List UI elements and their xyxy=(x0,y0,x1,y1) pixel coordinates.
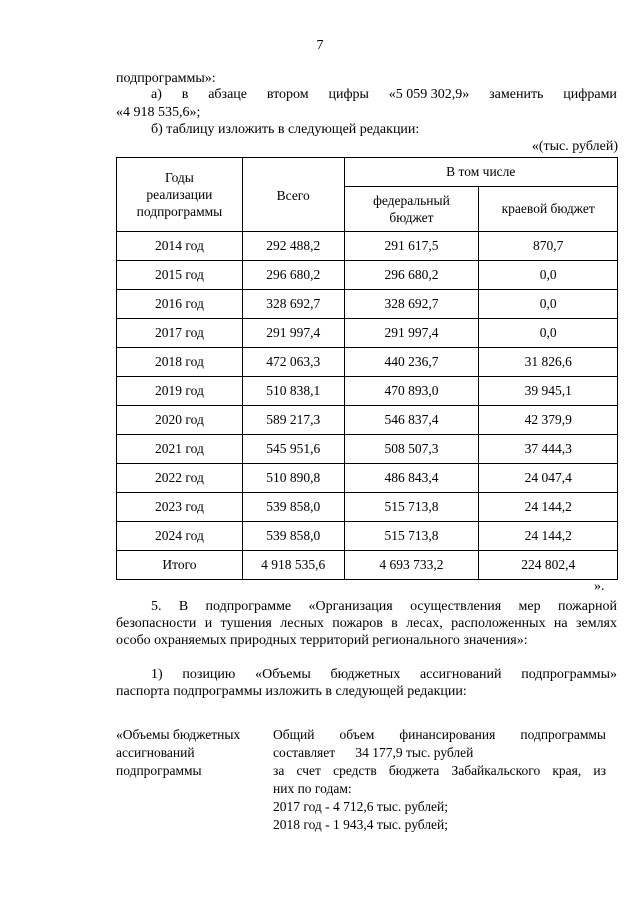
page-number: 7 xyxy=(316,38,324,53)
cell-federal: 546 837,4 xyxy=(344,406,479,435)
cell-year: Итого xyxy=(117,551,243,580)
position-text-line: 2018 год - 1 943,4 тыс. рублей; xyxy=(273,817,449,832)
total-row xyxy=(117,551,618,580)
cell-year: 2018 год xyxy=(117,348,243,377)
cell-year: 2021 год xyxy=(117,435,243,464)
position-text-line: Общий объем финансирования подпрограммы xyxy=(273,727,606,742)
cell-total: 589 217,3 xyxy=(242,406,344,435)
table-row xyxy=(117,261,618,290)
item-a-word: цифрами xyxy=(563,87,617,102)
cell-regional: 870,7 xyxy=(479,232,618,261)
cell-federal: 440 236,7 xyxy=(344,348,479,377)
cell-year: 2015 год xyxy=(117,261,243,290)
item1-line: паспорта подпрограммы изложить в следующей редакции: xyxy=(116,684,467,699)
table-row xyxy=(117,493,618,522)
position-text-line: за счет средств бюджета Забайкальского края, из xyxy=(273,763,606,778)
cell-regional: 37 444,3 xyxy=(479,435,618,464)
cell-total: 4 918 535,6 xyxy=(242,551,344,580)
cell-regional: 42 379,9 xyxy=(479,406,618,435)
item-a-word: абзаце xyxy=(208,87,247,102)
item-a-line xyxy=(151,86,617,103)
header-years: Годы реализации подпрограммы xyxy=(117,158,243,232)
cell-regional: 0,0 xyxy=(479,319,618,348)
item-a-word: заменить xyxy=(489,87,544,102)
section5-line: 5. В подпрограмме «Организация осуществления мер пожарной xyxy=(151,599,617,614)
table-row xyxy=(117,522,618,551)
cell-total: 472 063,3 xyxy=(242,348,344,377)
table-row xyxy=(117,290,618,319)
section5-line: особо охраняемых природных территорий регионального значения»: xyxy=(116,633,528,648)
cell-federal: 4 693 733,2 xyxy=(344,551,479,580)
header-total: Всего xyxy=(242,158,344,232)
cell-federal: 515 713,8 xyxy=(344,522,479,551)
table-row xyxy=(117,377,618,406)
item1-line: 1) позицию «Объемы бюджетных ассигнований подпрограммы» xyxy=(151,667,617,682)
header-including: В том числе xyxy=(344,158,617,187)
table-row xyxy=(117,435,618,464)
units-label: «(тыс. рублей) xyxy=(531,139,618,154)
position-text xyxy=(273,726,606,834)
cell-total: 328 692,7 xyxy=(242,290,344,319)
cell-federal: 328 692,7 xyxy=(344,290,479,319)
cell-year: 2016 год xyxy=(117,290,243,319)
cell-total: 539 858,0 xyxy=(242,493,344,522)
item-a-word: а) xyxy=(151,87,162,102)
cell-federal: 486 843,4 xyxy=(344,464,479,493)
cell-federal: 291 997,4 xyxy=(344,319,479,348)
cell-total: 292 488,2 xyxy=(242,232,344,261)
intro-line: подпрограммы»: xyxy=(116,71,216,86)
position-label: «Объемы бюджетных ассигнований подпрограммы xyxy=(116,727,241,778)
position-text-line: составляет 34 177,9 тыс. рублей xyxy=(273,745,474,760)
item-a-word: в xyxy=(181,87,189,102)
cell-regional: 24 144,2 xyxy=(479,493,618,522)
table-row xyxy=(117,232,618,261)
cell-regional: 31 826,6 xyxy=(479,348,618,377)
cell-regional: 24 144,2 xyxy=(479,522,618,551)
cell-year: 2020 год xyxy=(117,406,243,435)
cell-total: 510 838,1 xyxy=(242,377,344,406)
cell-total: 510 890,8 xyxy=(242,464,344,493)
cell-year: 2014 год xyxy=(117,232,243,261)
table-row xyxy=(117,319,618,348)
cell-federal: 291 617,5 xyxy=(344,232,479,261)
header-regional: краевой бюджет xyxy=(479,187,618,232)
position-text-line: них по годам: xyxy=(273,781,352,796)
cell-year: 2022 год xyxy=(117,464,243,493)
item-a-word: «5 059 302,9» xyxy=(388,87,470,102)
cell-federal: 296 680,2 xyxy=(344,261,479,290)
table-row xyxy=(117,406,618,435)
cell-federal: 515 713,8 xyxy=(344,493,479,522)
cell-regional: 0,0 xyxy=(479,261,618,290)
table-row xyxy=(117,348,618,377)
cell-federal: 508 507,3 xyxy=(344,435,479,464)
section5-line: безопасности и тушения лесных пожаров в лесах, расположенных на землях xyxy=(116,616,617,631)
cell-regional: 39 945,1 xyxy=(479,377,618,406)
cell-total: 291 997,4 xyxy=(242,319,344,348)
cell-total: 296 680,2 xyxy=(242,261,344,290)
cell-regional: 224 802,4 xyxy=(479,551,618,580)
cell-year: 2019 год xyxy=(117,377,243,406)
item-a-line2: «4 918 535,6»; xyxy=(116,105,201,120)
header-federal: федеральный бюджет xyxy=(344,187,479,232)
cell-year: 2017 год xyxy=(117,319,243,348)
cell-regional: 24 047,4 xyxy=(479,464,618,493)
cell-year: 2024 год xyxy=(117,522,243,551)
budget-table xyxy=(116,157,618,580)
cell-federal: 470 893,0 xyxy=(344,377,479,406)
item-a-word: втором xyxy=(266,87,309,102)
closing-mark: ». xyxy=(594,579,605,594)
item-b-line: б) таблицу изложить в следующей редакции: xyxy=(151,122,420,137)
cell-regional: 0,0 xyxy=(479,290,618,319)
cell-year: 2023 год xyxy=(117,493,243,522)
cell-total: 539 858,0 xyxy=(242,522,344,551)
table-row xyxy=(117,464,618,493)
cell-total: 545 951,6 xyxy=(242,435,344,464)
position-text-line: 2017 год - 4 712,6 тыс. рублей; xyxy=(273,799,449,814)
item-a-word: цифры xyxy=(328,87,369,102)
